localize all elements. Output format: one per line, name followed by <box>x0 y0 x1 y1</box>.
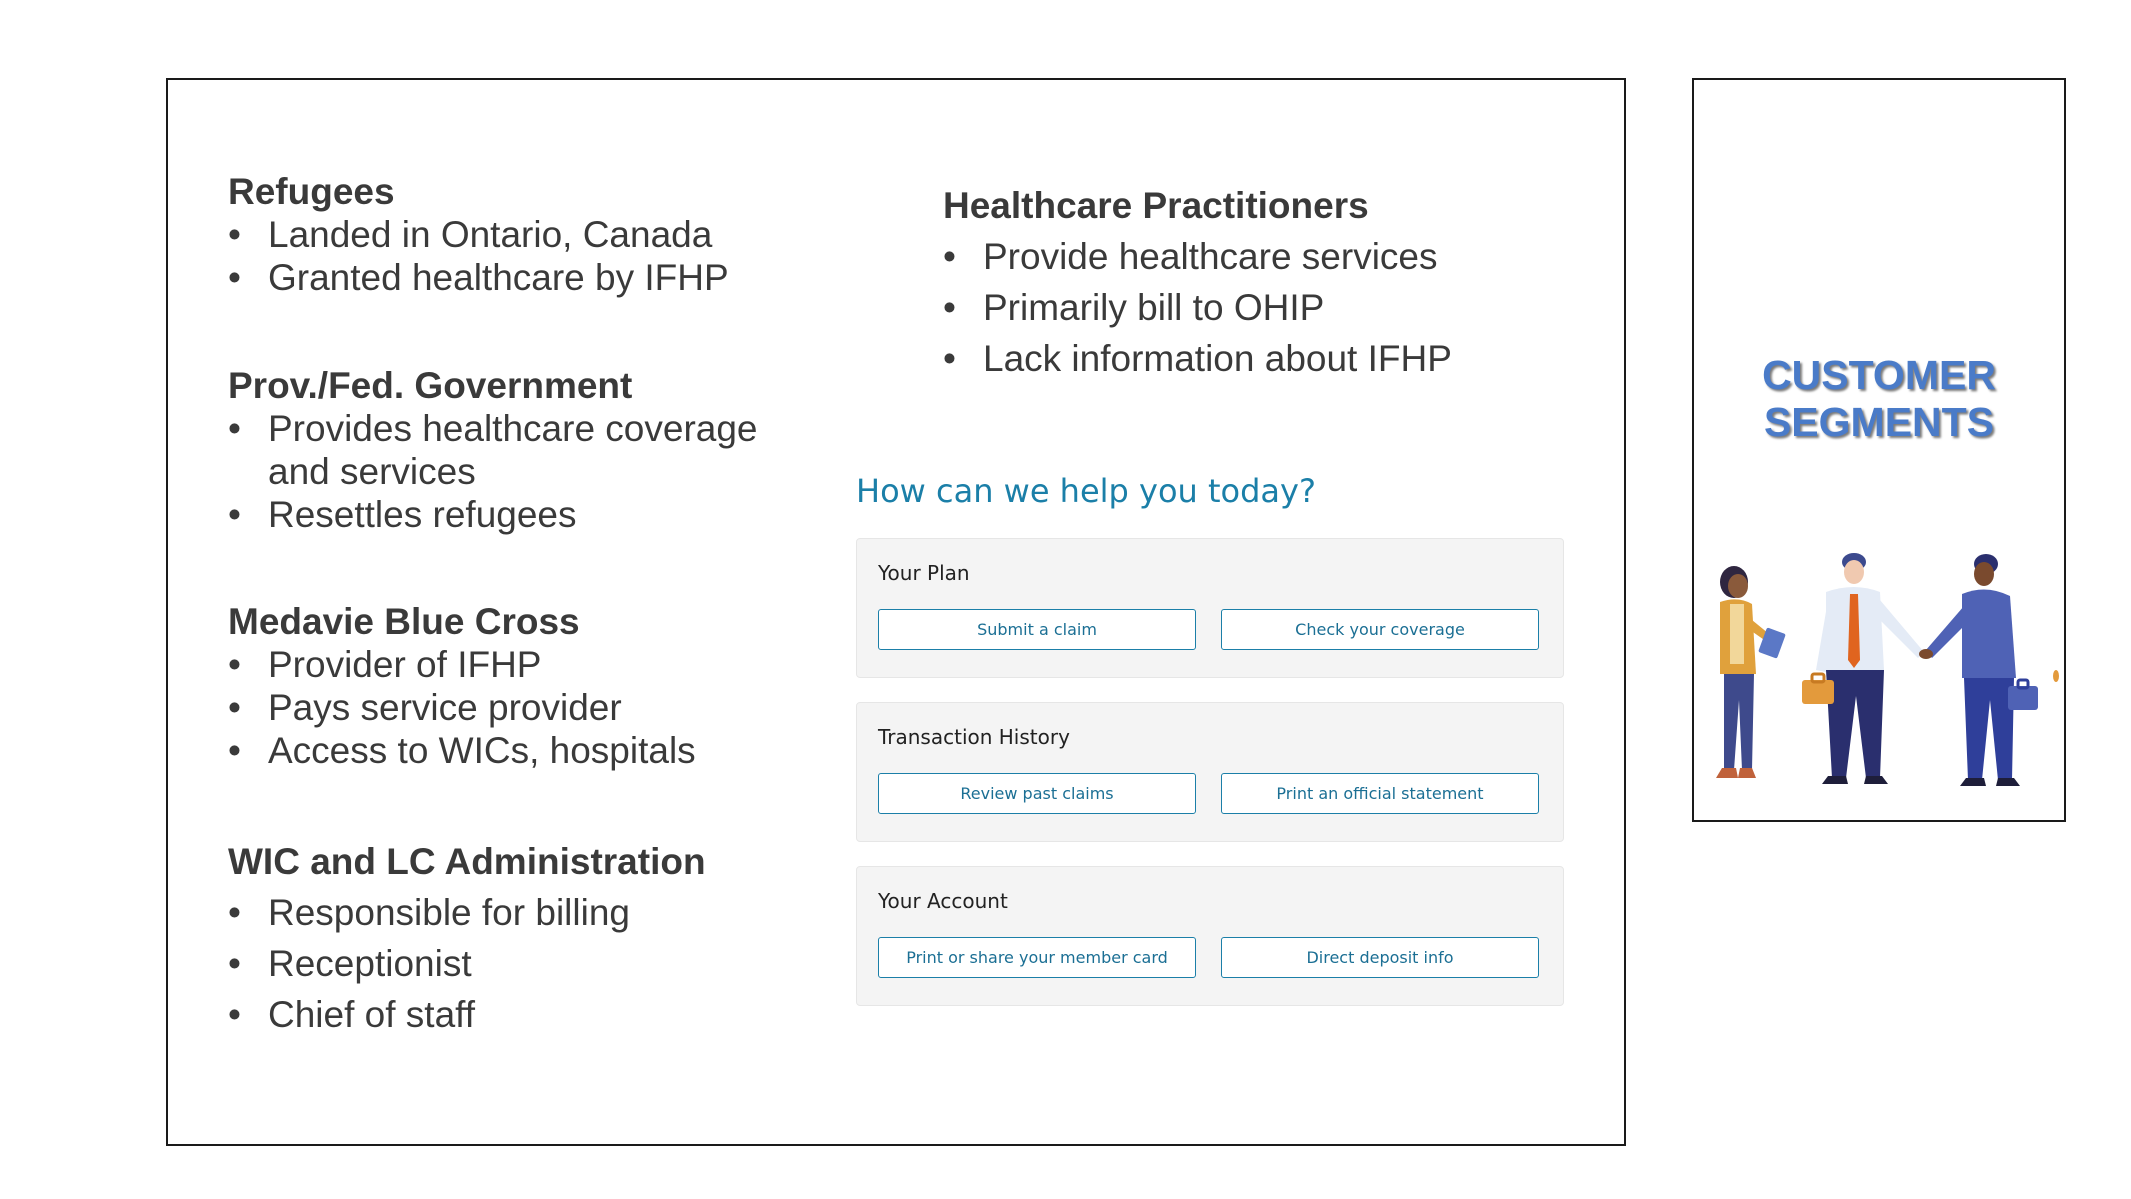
segment-item-text: Provides healthcare coverage and services <box>268 408 758 492</box>
bullet-icon: • <box>228 214 241 255</box>
customer-segments-panel <box>1692 78 2066 822</box>
segment-item-text: Provider of IFHP <box>268 644 542 685</box>
check-coverage-button[interactable]: Check your coverage <box>1221 609 1539 650</box>
segment-item-text: Lack information about IFHP <box>983 338 1452 379</box>
review-past-claims-button[interactable]: Review past claims <box>878 773 1196 814</box>
bullet-icon: • <box>228 994 241 1035</box>
business-people-illustration <box>1694 550 2064 822</box>
segment-item-text: Landed in Ontario, Canada <box>268 214 713 255</box>
bullet-icon: • <box>228 892 241 933</box>
title-line: CUSTOMER <box>1762 352 1996 398</box>
segment-item-text: Access to WICs, hospitals <box>268 730 696 771</box>
decor-dot-icon <box>2053 670 2059 682</box>
card-title: Transaction History <box>878 725 1070 749</box>
segment-item <box>228 686 696 729</box>
segment-item-text: Receptionist <box>268 943 472 984</box>
segment-item <box>228 407 768 493</box>
bullet-icon: • <box>228 644 241 685</box>
segment-practitioners <box>943 184 1452 384</box>
card-title: Your Account <box>878 889 1008 913</box>
segment-wic-lc <box>228 840 706 1040</box>
print-statement-button[interactable]: Print an official statement <box>1221 773 1539 814</box>
segment-title: Prov./Fed. Government <box>228 365 633 406</box>
segment-item <box>943 333 1452 384</box>
segment-item <box>228 938 706 989</box>
segment-item-text: Provide healthcare services <box>983 236 1438 277</box>
segment-item-text: Responsible for billing <box>268 892 630 933</box>
direct-deposit-button[interactable]: Direct deposit info <box>1221 937 1539 978</box>
bullet-icon: • <box>228 257 241 298</box>
segment-item <box>228 256 729 299</box>
card-your-plan <box>856 538 1564 678</box>
card-your-account <box>856 866 1564 1006</box>
segment-item <box>228 989 706 1040</box>
title-line: SEGMENTS <box>1763 399 1995 445</box>
segment-title: Healthcare Practitioners <box>943 185 1369 226</box>
segment-item-text: Chief of staff <box>268 994 476 1035</box>
customer-segments-title <box>1694 352 2064 446</box>
man-briefcase-figure-icon <box>1919 554 2038 786</box>
segment-government <box>228 364 768 536</box>
segment-refugees <box>228 170 729 299</box>
card-transaction-history <box>856 702 1564 842</box>
segment-item <box>228 887 706 938</box>
bullet-icon: • <box>943 236 956 277</box>
bullet-icon: • <box>228 687 241 728</box>
bullet-icon: • <box>228 494 241 535</box>
segment-title: Medavie Blue Cross <box>228 601 580 642</box>
segment-item <box>943 282 1452 333</box>
woman-figure-icon <box>1716 566 1786 778</box>
segment-item <box>228 493 768 536</box>
segment-title: WIC and LC Administration <box>228 841 706 882</box>
segment-item-text: Granted healthcare by IFHP <box>268 257 729 298</box>
bullet-icon: • <box>228 943 241 984</box>
segment-item-text: Pays service provider <box>268 687 622 728</box>
bullet-icon: • <box>228 730 241 771</box>
segment-title: Refugees <box>228 171 395 212</box>
man-tie-figure-icon <box>1802 553 1924 784</box>
member-card-button[interactable]: Print or share your member card <box>878 937 1196 978</box>
segment-item-text: Resettles refugees <box>268 494 577 535</box>
submit-claim-button[interactable]: Submit a claim <box>878 609 1196 650</box>
bullet-icon: • <box>943 287 956 328</box>
bullet-icon: • <box>943 338 956 379</box>
segment-item <box>943 231 1452 282</box>
help-heading: How can we help you today? <box>856 472 1316 510</box>
segment-item <box>228 643 696 686</box>
segment-medavie <box>228 600 696 772</box>
segment-item <box>228 729 696 772</box>
segment-item-text: Primarily bill to OHIP <box>983 287 1325 328</box>
card-title: Your Plan <box>878 561 970 585</box>
segment-item <box>228 213 729 256</box>
bullet-icon: • <box>228 408 241 449</box>
